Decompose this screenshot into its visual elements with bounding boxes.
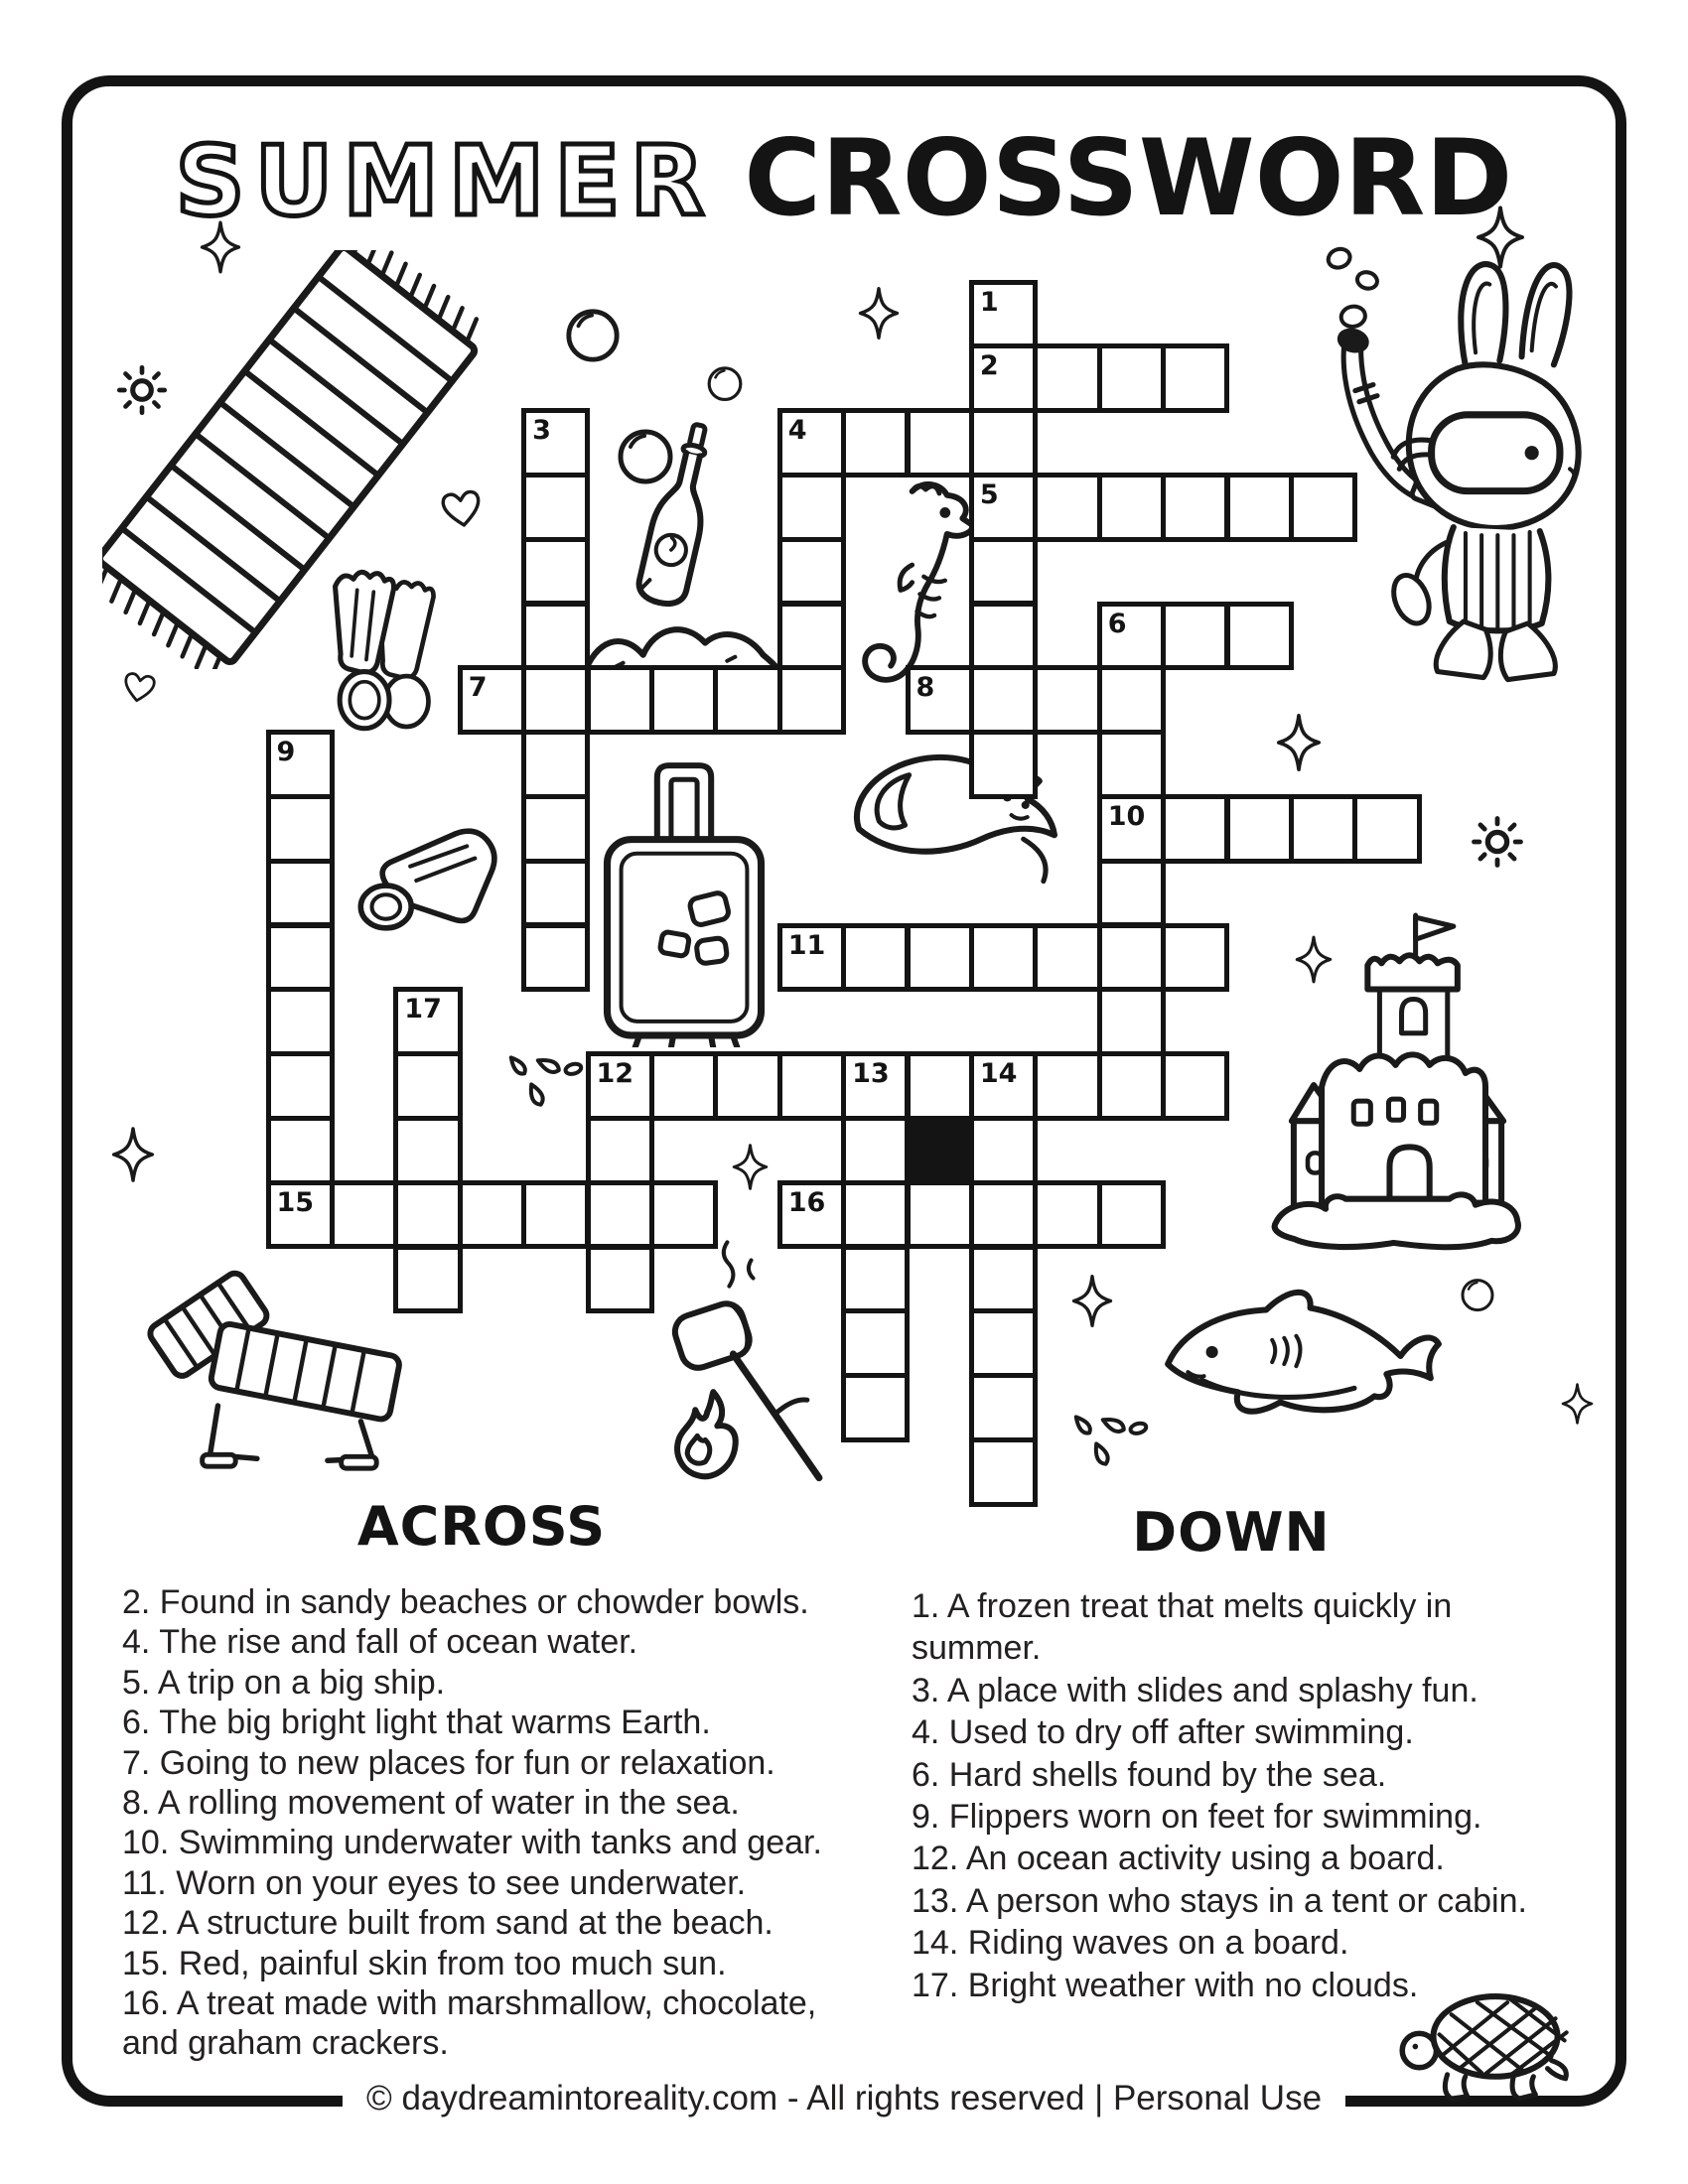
clue-line: 1. A frozen treat that melts quickly in — [912, 1587, 1453, 1625]
grid-cell[interactable] — [1097, 473, 1166, 542]
grid-cell[interactable] — [266, 794, 335, 864]
grid-cell[interactable] — [841, 1373, 910, 1442]
grid-cell[interactable] — [969, 665, 1038, 735]
grid-cell[interactable] — [841, 1116, 910, 1185]
cell-number: 14 — [979, 1058, 1018, 1090]
grid-cell[interactable] — [1161, 1051, 1229, 1121]
clue-line: 2. Found in sandy beaches or chowder bowls. — [122, 1583, 809, 1621]
grid-cell[interactable] — [1033, 1180, 1101, 1250]
grid-cell[interactable] — [586, 665, 654, 735]
clue-line: 16. A treat made with marshmallow, chocolate, — [122, 1984, 817, 2023]
grid-cell[interactable] — [521, 794, 590, 864]
sparkle-doodle — [1071, 1274, 1113, 1328]
page-title — [0, 117, 1688, 239]
grid-cell[interactable] — [906, 1051, 974, 1121]
grid-cell[interactable] — [266, 859, 335, 928]
lounge-chair-doodle — [147, 1267, 421, 1477]
clue-line: 8. A rolling movement of water in the sea. — [122, 1784, 740, 1823]
grid-cell[interactable] — [1225, 473, 1294, 542]
grid-cell[interactable] — [1033, 665, 1101, 735]
clue-line: 6. The big bright light that warms Earth. — [122, 1704, 711, 1742]
grid-cell[interactable] — [521, 537, 590, 607]
grid-cell[interactable] — [1225, 794, 1294, 864]
grid-cell[interactable] — [841, 1180, 910, 1250]
grid-cell[interactable] — [393, 1051, 462, 1121]
clue-line: 9. Flippers worn on feet for swimming. — [912, 1798, 1482, 1837]
cell-number: 12 — [596, 1058, 634, 1090]
heart-doodle — [437, 485, 486, 532]
grid-cell[interactable] — [969, 1245, 1038, 1314]
marshmallow-fire-doodle — [653, 1234, 838, 1494]
cell-number: 13 — [852, 1058, 890, 1090]
grid-cell[interactable] — [393, 1245, 462, 1314]
grid-cell[interactable] — [1352, 794, 1421, 864]
grid-cell[interactable] — [649, 665, 718, 735]
grid-cell[interactable] — [777, 923, 846, 993]
title-word-crossword: CROSSWORD — [744, 117, 1513, 239]
grid-cell[interactable] — [713, 1051, 781, 1121]
grid-cell[interactable] — [969, 1180, 1038, 1250]
droplets-doodle — [499, 1048, 587, 1112]
grid-cell[interactable] — [266, 923, 335, 993]
grid-cell[interactable] — [1097, 730, 1166, 799]
sparkle-doodle — [858, 285, 900, 341]
bottle-message-doodle — [579, 415, 789, 695]
grid-cell[interactable] — [713, 665, 781, 735]
grid-cell[interactable] — [586, 1116, 654, 1185]
grid-cell[interactable] — [969, 343, 1038, 413]
clue-line: 7. Going to new places for fun or relaxation. — [122, 1743, 775, 1782]
grid-cell[interactable] — [969, 537, 1038, 607]
cell-number: 16 — [787, 1186, 826, 1218]
grid-cell[interactable] — [1161, 794, 1229, 864]
grid-cell[interactable] — [1289, 794, 1357, 864]
sparkle-doodle — [111, 1126, 155, 1183]
grid-cell[interactable] — [266, 730, 335, 799]
grid-cell[interactable] — [1097, 1180, 1166, 1250]
grid-cell[interactable] — [906, 665, 974, 735]
grid-cell[interactable] — [266, 1116, 335, 1185]
cell-number: 6 — [1107, 608, 1127, 639]
bubble-doodle — [564, 304, 622, 365]
bubble-doodle — [1460, 1277, 1495, 1312]
clue-line: 15. Red, painful skin from too much sun. — [122, 1944, 727, 1982]
grid-cell[interactable] — [969, 473, 1038, 542]
grid-cell[interactable] — [969, 408, 1038, 478]
shark-doodle — [1154, 1276, 1450, 1436]
sandcastle-doodle — [1263, 905, 1529, 1255]
grid-cell[interactable] — [906, 1180, 974, 1250]
flipper-doodle — [350, 826, 506, 937]
grid-cell[interactable] — [1033, 343, 1101, 413]
sparkle-doodle — [1276, 712, 1322, 773]
grid-cell[interactable] — [649, 1180, 718, 1250]
grid-cell[interactable] — [1161, 923, 1229, 993]
grid-cell[interactable] — [841, 408, 910, 478]
cell-number: 2 — [979, 350, 999, 382]
clue-line: 13. A person who stays in a tent or cabin. — [912, 1881, 1527, 1920]
down-clues-list — [912, 1585, 1527, 2006]
grid-cell[interactable] — [969, 1373, 1038, 1442]
grid-cell[interactable] — [777, 602, 846, 671]
clue-line: 12. A structure built from sand at the beach. — [122, 1904, 774, 1943]
grid-cell[interactable] — [1097, 1051, 1166, 1121]
grid-cell[interactable] — [266, 1051, 335, 1121]
grid-cell[interactable] — [1097, 602, 1166, 671]
grid-cell[interactable] — [266, 987, 335, 1056]
grid-cell[interactable] — [969, 923, 1038, 993]
clue-line: 4. Used to dry off after swimming. — [912, 1713, 1414, 1752]
grid-cell[interactable] — [521, 730, 590, 799]
grid-cell[interactable] — [521, 859, 590, 928]
cell-number: 17 — [404, 994, 442, 1025]
grid-cell[interactable] — [1097, 343, 1166, 413]
grid-cell[interactable] — [266, 1180, 335, 1250]
grid-cell[interactable] — [969, 1116, 1038, 1185]
heart-doodle — [118, 668, 159, 707]
grid-cell[interactable] — [777, 665, 846, 735]
grid-cell[interactable] — [521, 665, 590, 735]
grid-cell[interactable] — [521, 602, 590, 671]
grid-cell[interactable] — [969, 1308, 1038, 1378]
grid-cell[interactable] — [841, 1245, 910, 1314]
grid-cell[interactable] — [1097, 665, 1166, 735]
grid-cell[interactable] — [841, 1051, 910, 1121]
clue-line: 6. Hard shells found by the sea. — [912, 1755, 1387, 1794]
clue-line: 5. A trip on a big ship. — [122, 1663, 446, 1702]
clue-line: 11. Worn on your eyes to see underwater. — [122, 1863, 747, 1902]
bubble-doodle — [706, 363, 744, 403]
grid-cell[interactable] — [969, 602, 1038, 671]
cell-number: 9 — [276, 737, 296, 768]
grid-cell[interactable] — [586, 1245, 654, 1314]
grid-cell[interactable] — [969, 1051, 1038, 1121]
grid-cell[interactable] — [777, 1051, 846, 1121]
grid-cell[interactable] — [521, 408, 590, 478]
grid-cell[interactable] — [969, 1437, 1038, 1507]
grid-cell[interactable] — [330, 1180, 398, 1250]
grid-cell[interactable] — [521, 1180, 590, 1250]
grid-cell[interactable] — [777, 408, 846, 478]
clue-line: 3. A place with slides and splashy fun. — [912, 1671, 1478, 1709]
cell-number: 8 — [915, 672, 935, 704]
cell-number: 15 — [276, 1186, 315, 1218]
cell-number: 3 — [532, 415, 551, 447]
cell-number: 11 — [787, 929, 826, 961]
sun-doodle — [1466, 810, 1529, 874]
cell-number: 7 — [468, 672, 488, 704]
cell-number: 5 — [979, 478, 999, 510]
grid-cell[interactable] — [1097, 859, 1166, 928]
grid-cell[interactable] — [777, 1180, 846, 1250]
grid-cell[interactable] — [1161, 602, 1229, 671]
grid-cell[interactable] — [649, 1051, 718, 1121]
grid-cell[interactable] — [1097, 987, 1166, 1056]
title-word-summer: SUMMER — [175, 125, 715, 237]
grid-cell[interactable] — [393, 1180, 462, 1250]
sun-doodle — [111, 359, 173, 421]
grid-cell[interactable] — [521, 473, 590, 542]
clue-line: 4. The rise and fall of ocean water. — [122, 1623, 638, 1662]
clue-line: summer. — [912, 1629, 1042, 1668]
across-clues-list — [122, 1582, 822, 2064]
grid-cell[interactable] — [458, 1180, 526, 1250]
grid-cell[interactable] — [1097, 923, 1166, 993]
flippers-pair-doodle — [330, 549, 449, 748]
footer-credit: © daydreamintoreality.com - All rights reserved | Personal Use — [343, 2079, 1345, 2118]
grid-cell[interactable] — [969, 280, 1038, 349]
grid-cell[interactable] — [393, 1116, 462, 1185]
cell-number: 10 — [1107, 800, 1146, 832]
sparkle-doodle — [732, 1138, 769, 1196]
grid-cell[interactable] — [777, 473, 846, 542]
grid-cell[interactable] — [906, 923, 974, 993]
grid-cell[interactable] — [841, 1308, 910, 1378]
grid-cell[interactable] — [393, 987, 462, 1056]
grid-cell[interactable] — [841, 923, 910, 993]
grid-cell[interactable] — [586, 1180, 654, 1250]
clue-line: 12. An ocean activity using a board. — [912, 1840, 1445, 1878]
down-heading: DOWN — [1132, 1501, 1331, 1564]
grid-cell[interactable] — [969, 730, 1038, 799]
black-cell — [906, 1116, 974, 1185]
grid-cell[interactable] — [1033, 473, 1101, 542]
clue-line: 17. Bright weather with no clouds. — [912, 1966, 1419, 2004]
sparkle-doodle — [1561, 1382, 1594, 1426]
grid-cell[interactable] — [521, 923, 590, 993]
grid-cell[interactable] — [1161, 473, 1229, 542]
suitcase-doodle — [599, 748, 770, 1047]
droplets-doodle — [1064, 1408, 1152, 1471]
grid-cell[interactable] — [906, 408, 974, 478]
grid-cell[interactable] — [1289, 473, 1357, 542]
grid-cell[interactable] — [1161, 343, 1229, 413]
cell-number: 1 — [979, 286, 999, 318]
clue-line: 10. Swimming underwater with tanks and gear. — [122, 1824, 822, 1862]
grid-cell[interactable] — [1033, 923, 1101, 993]
grid-cell[interactable] — [1225, 602, 1294, 671]
grid-cell[interactable] — [1097, 794, 1166, 864]
grid-cell[interactable] — [458, 665, 526, 735]
clue-line: and graham crackers. — [122, 2024, 449, 2063]
grid-cell[interactable] — [586, 1051, 654, 1121]
cell-number: 4 — [787, 415, 807, 447]
grid-cell[interactable] — [1033, 1051, 1101, 1121]
across-heading: ACROSS — [356, 1495, 607, 1558]
grid-cell[interactable] — [777, 537, 846, 607]
clue-line: 14. Riding waves on a board. — [912, 1924, 1349, 1963]
